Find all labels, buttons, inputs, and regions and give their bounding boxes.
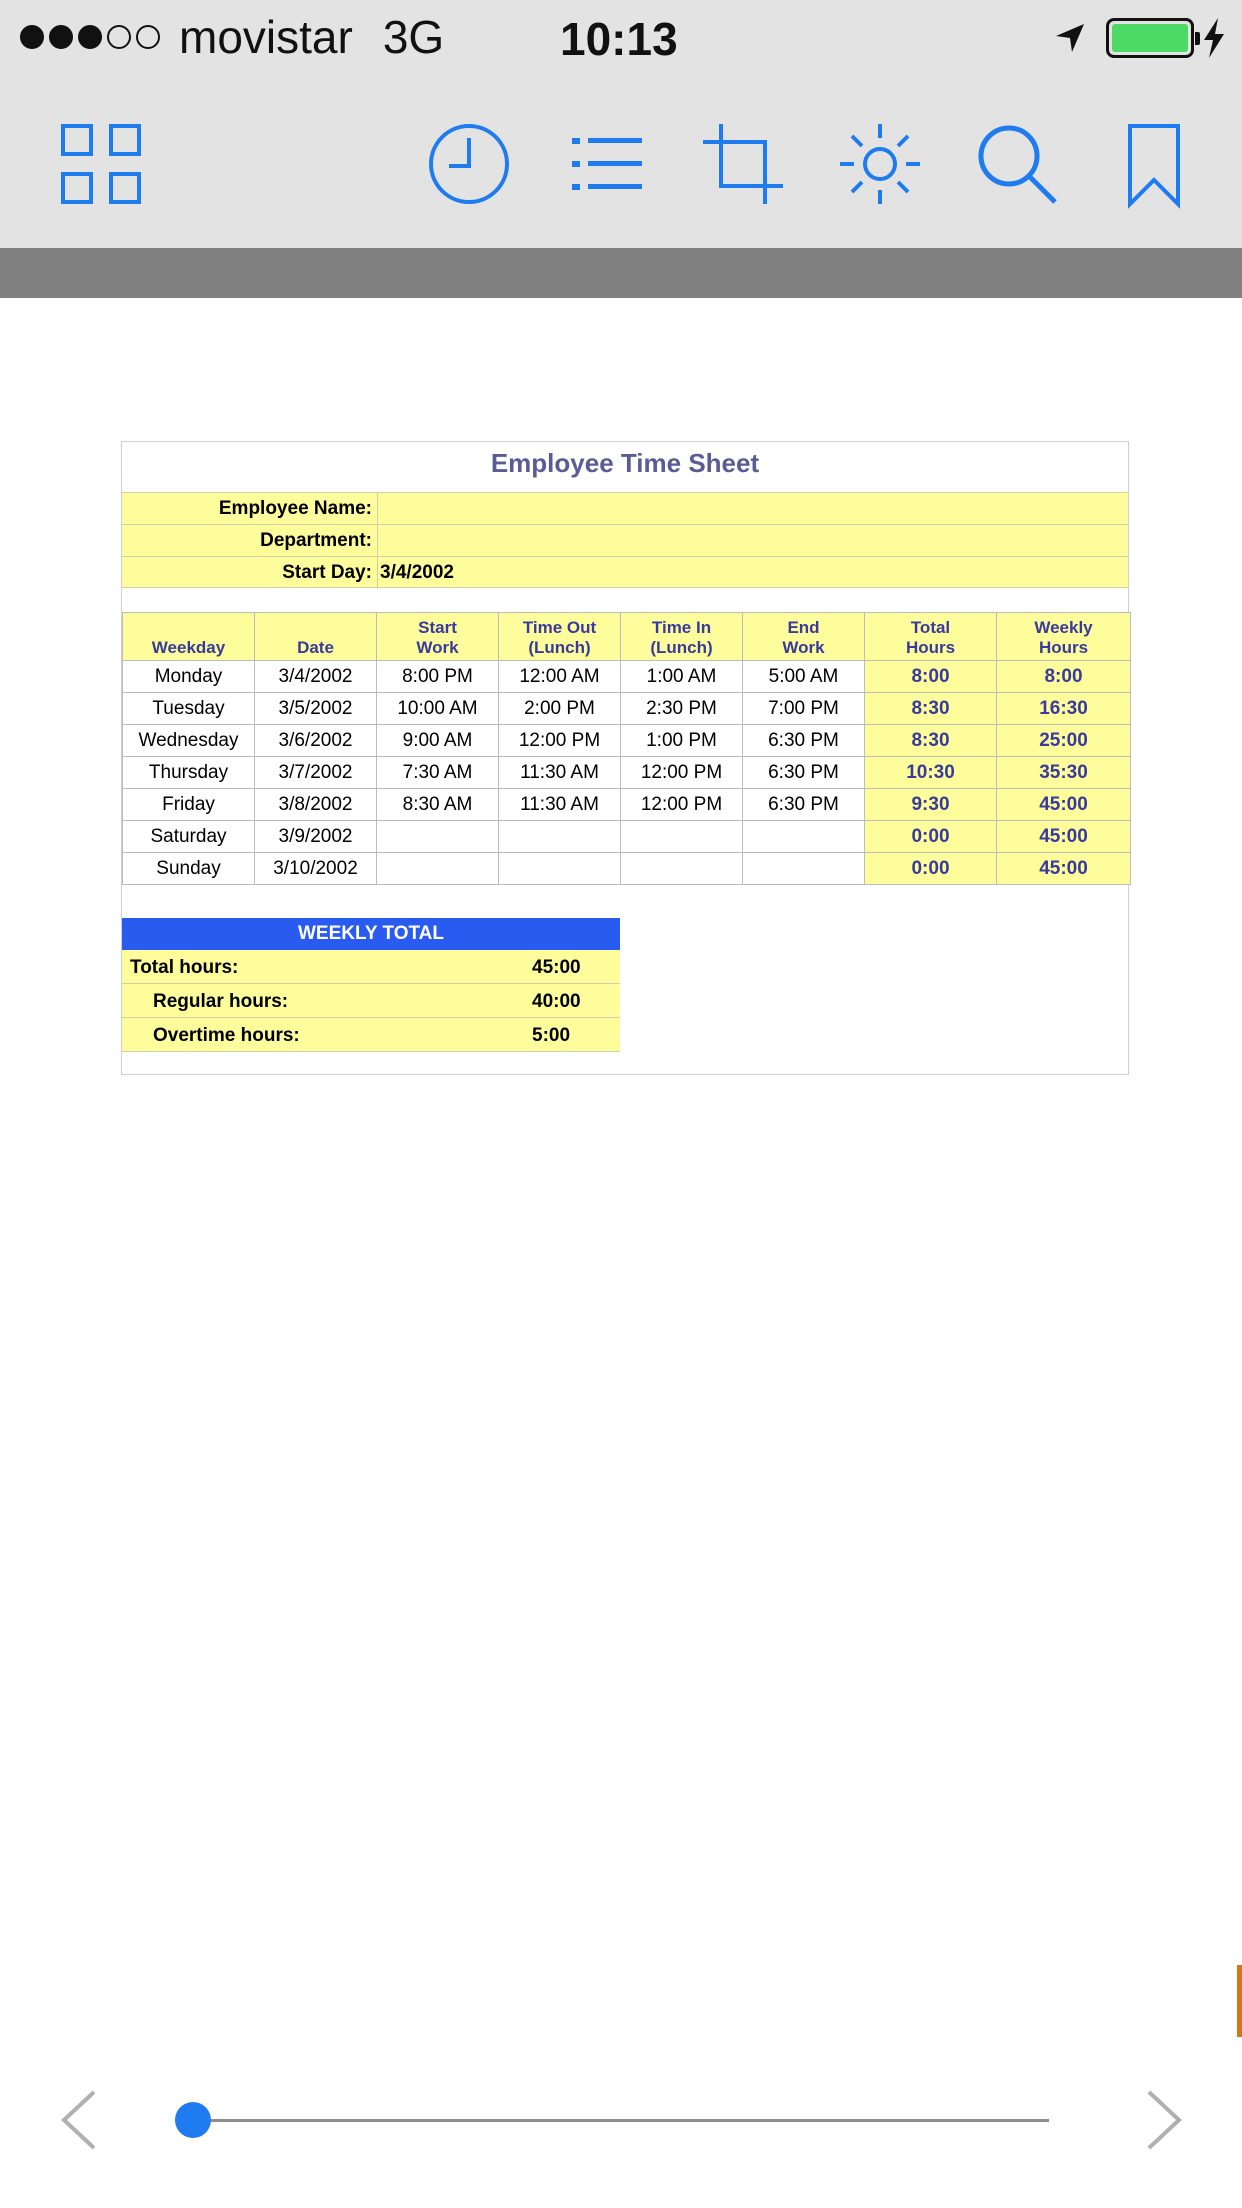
column-header-line: Start	[418, 618, 457, 637]
table-cell: 45:00	[997, 853, 1131, 885]
table-cell	[499, 853, 621, 885]
column-header-line: (Lunch)	[650, 638, 713, 657]
table-cell: Saturday	[123, 821, 255, 853]
table-cell: 9:00 AM	[377, 725, 499, 757]
department-label: Department:	[260, 530, 372, 551]
table-cell: 25:00	[997, 725, 1131, 757]
table-row	[123, 821, 1131, 853]
battery-level	[1112, 24, 1188, 52]
table-cell	[621, 821, 743, 853]
table-cell: 8:00	[865, 661, 997, 693]
start-day-row	[122, 556, 1128, 588]
page-slider-track[interactable]	[193, 2119, 1049, 2122]
table-cell: 3/10/2002	[255, 853, 377, 885]
table-cell: 6:30 PM	[743, 725, 865, 757]
column-header	[997, 613, 1131, 661]
carrier-name: movistar	[179, 11, 353, 63]
table-cell: 8:00 PM	[377, 661, 499, 693]
table-cell: 0:00	[865, 853, 997, 885]
table-cell	[621, 853, 743, 885]
table-cell: 1:00 PM	[621, 725, 743, 757]
table-row	[123, 725, 1131, 757]
network-type: 3G	[382, 11, 445, 63]
crop-icon[interactable]	[695, 116, 791, 212]
table-cell: 3/4/2002	[255, 661, 377, 693]
column-header	[621, 613, 743, 661]
overtime-hours-label: Overtime hours:	[153, 1025, 300, 1046]
column-header-line: Date	[297, 638, 334, 657]
overtime-hours-row	[122, 1018, 620, 1052]
table-cell: 16:30	[997, 693, 1131, 725]
column-header-line: Work	[416, 638, 459, 657]
overtime-hours-value: 5:00	[532, 1025, 571, 1046]
column-header-line: Time Out	[522, 618, 597, 637]
department-row	[122, 524, 1128, 556]
table-cell	[743, 853, 865, 885]
toolbar-divider-bar	[0, 248, 1242, 298]
grid-icon[interactable]	[53, 116, 149, 212]
table-cell: 3/9/2002	[255, 821, 377, 853]
table-header-row	[123, 613, 1131, 661]
document-title: Employee Time Sheet	[490, 448, 760, 478]
status-bar	[0, 0, 1242, 82]
employee-name-label: Employee Name:	[218, 498, 372, 519]
search-icon[interactable]	[969, 116, 1065, 212]
brightness-icon[interactable]	[832, 116, 928, 212]
total-hours-row	[122, 950, 620, 984]
table-cell: 2:30 PM	[621, 693, 743, 725]
table-row	[123, 661, 1131, 693]
table-cell: 8:30	[865, 725, 997, 757]
document-page	[121, 441, 1129, 1075]
table-cell: 10:30	[865, 757, 997, 789]
table-body	[123, 661, 1131, 885]
table-cell: Sunday	[123, 853, 255, 885]
table-cell: 7:00 PM	[743, 693, 865, 725]
status-left	[20, 10, 444, 64]
table-cell	[377, 821, 499, 853]
timesheet-table	[122, 612, 1131, 885]
table-cell: 12:00 PM	[621, 789, 743, 821]
table-cell: 3/5/2002	[255, 693, 377, 725]
table-cell: 3/8/2002	[255, 789, 377, 821]
battery-icon	[1106, 18, 1194, 58]
status-time: 10:13	[560, 13, 678, 65]
table-row	[123, 853, 1131, 885]
table-cell: 0:00	[865, 821, 997, 853]
weekly-total-heading: WEEKLY TOTAL	[122, 918, 620, 950]
regular-hours-value: 40:00	[532, 991, 581, 1012]
table-cell: 6:30 PM	[743, 757, 865, 789]
next-page-arrow-icon[interactable]	[1133, 2088, 1193, 2152]
table-cell: Tuesday	[123, 693, 255, 725]
clock-icon[interactable]	[421, 116, 517, 212]
column-header-line: Total	[910, 618, 951, 637]
start-day-label: Start Day:	[282, 562, 372, 583]
table-cell: 35:30	[997, 757, 1131, 789]
table-cell	[377, 853, 499, 885]
page-navigation	[0, 2080, 1242, 2160]
signal-strength-icon	[20, 25, 165, 49]
table-cell: 8:30 AM	[377, 789, 499, 821]
table-cell: 7:30 AM	[377, 757, 499, 789]
table-cell: 2:00 PM	[499, 693, 621, 725]
column-header	[377, 613, 499, 661]
table-row	[123, 757, 1131, 789]
table-cell: 3/7/2002	[255, 757, 377, 789]
previous-page-arrow-icon[interactable]	[50, 2088, 110, 2152]
location-arrow-icon	[1052, 20, 1088, 56]
table-cell: 8:30	[865, 693, 997, 725]
table-cell: 12:00 PM	[621, 757, 743, 789]
list-icon[interactable]	[558, 116, 654, 212]
column-header-line: Weekly	[1034, 618, 1093, 637]
total-hours-value: 45:00	[532, 957, 581, 978]
table-cell: 6:30 PM	[743, 789, 865, 821]
table-cell: 8:00	[997, 661, 1131, 693]
table-cell: 12:00 AM	[499, 661, 621, 693]
table-row	[123, 789, 1131, 821]
column-header	[255, 613, 377, 661]
table-cell: 1:00 AM	[621, 661, 743, 693]
table-cell	[499, 821, 621, 853]
bookmark-icon[interactable]	[1106, 116, 1202, 212]
status-right	[1052, 18, 1226, 58]
regular-hours-label: Regular hours:	[153, 991, 289, 1012]
table-cell: 5:00 AM	[743, 661, 865, 693]
scroll-indicator	[1237, 1965, 1242, 2037]
regular-hours-row	[122, 984, 620, 1018]
column-header-line: Hours	[905, 638, 956, 657]
column-header-line: Hours	[1038, 638, 1089, 657]
weekly-total-box	[122, 918, 620, 1052]
column-header-line: Work	[782, 638, 825, 657]
table-cell: 3/6/2002	[255, 725, 377, 757]
toolbar	[0, 82, 1242, 248]
table-cell	[743, 821, 865, 853]
table-cell: 11:30 AM	[499, 757, 621, 789]
table-cell: Monday	[123, 661, 255, 693]
column-header	[499, 613, 621, 661]
column-header	[865, 613, 997, 661]
table-cell: 9:30	[865, 789, 997, 821]
table-cell: 10:00 AM	[377, 693, 499, 725]
table-cell: 11:30 AM	[499, 789, 621, 821]
start-day-value: 3/4/2002	[380, 562, 454, 583]
total-hours-label: Total hours:	[130, 957, 239, 978]
page-slider-thumb[interactable]	[175, 2102, 211, 2138]
table-cell: 45:00	[997, 821, 1131, 853]
table-cell: Friday	[123, 789, 255, 821]
column-header-line: (Lunch)	[528, 638, 591, 657]
table-row	[123, 693, 1131, 725]
column-header-line: End	[787, 618, 820, 637]
column-header-line: Time In	[651, 618, 712, 637]
table-cell: Wednesday	[123, 725, 255, 757]
table-cell: 12:00 PM	[499, 725, 621, 757]
column-header	[743, 613, 865, 661]
column-header	[123, 613, 255, 661]
charging-bolt-icon	[1202, 18, 1226, 58]
column-header-line: Weekday	[151, 638, 226, 657]
table-cell: Thursday	[123, 757, 255, 789]
table-cell: 45:00	[997, 789, 1131, 821]
employee-name-row	[122, 492, 1128, 524]
